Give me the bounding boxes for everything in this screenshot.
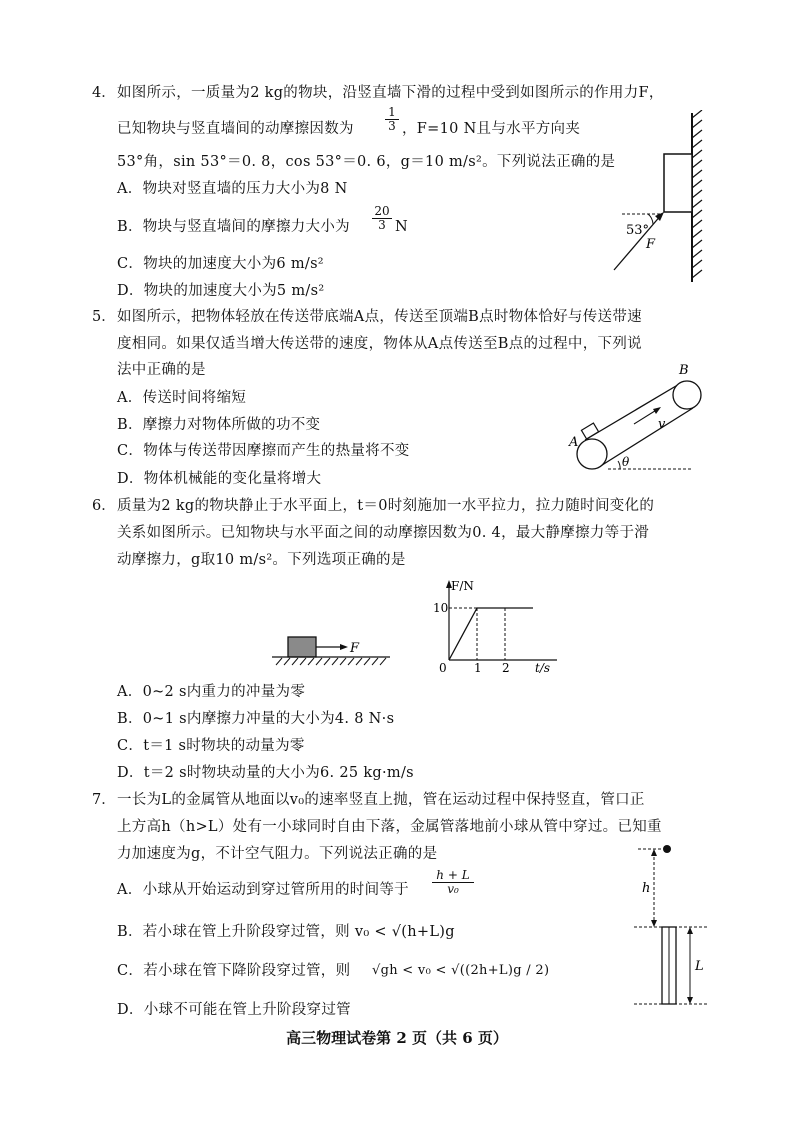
x-tick-label-0: 0 bbox=[439, 661, 447, 673]
q6-line2: 关系如图所示。已知物块与水平面之间的动摩擦因数为0. 4，最大静摩擦力等于滑 bbox=[117, 525, 650, 541]
h-label: h bbox=[642, 881, 651, 896]
q7-option-c: C．若小球在管下降阶段穿过管，则 bbox=[117, 963, 351, 979]
l-arrow-bottom bbox=[687, 997, 693, 1004]
q4-option-b-unit: N bbox=[395, 219, 408, 235]
q4-frac-num: 1 bbox=[388, 105, 396, 119]
q7-option-a: A．小球从开始运动到穿过管所用的时间等于 bbox=[117, 882, 409, 898]
q6-block-figure bbox=[270, 625, 395, 670]
velocity-label: v bbox=[658, 417, 666, 432]
y-tick-label-10: 10 bbox=[433, 601, 449, 615]
q7-line2: 上方高h（h>L）处有一小球同时自由下落，金属管落地前小球从管中穿过。已知重 bbox=[117, 819, 662, 835]
x-tick-label-1: 1 bbox=[474, 661, 482, 673]
q4-line2b: ，F=10 N且与水平方向夹 bbox=[402, 121, 581, 137]
point-b-label: B bbox=[679, 363, 689, 378]
q5-line1: 如图所示，把物体轻放在传送带底端A点，传送至顶端B点时物体恰好与传送带速 bbox=[117, 309, 642, 325]
q7-a-frac-num: h + L bbox=[436, 868, 470, 882]
wall-hatching bbox=[692, 110, 702, 278]
q7-number: 7． bbox=[92, 792, 116, 808]
x-axis-label: t/s bbox=[535, 661, 551, 673]
q4-frac-den: 3 bbox=[385, 119, 399, 133]
q4-b-fraction bbox=[372, 205, 392, 232]
x-tick-label-2: 2 bbox=[502, 661, 510, 673]
q4-option-c: C．物块的加速度大小为6 m/s² bbox=[117, 256, 324, 272]
q4-number: 4． bbox=[92, 85, 116, 101]
object-block bbox=[581, 423, 598, 439]
q6-number: 6． bbox=[92, 498, 116, 514]
q5-option-b: B．摩擦力对物体所做的功不变 bbox=[117, 417, 321, 433]
force-label: F bbox=[646, 237, 656, 252]
y-axis-label: F/N bbox=[451, 579, 474, 593]
q7-line1: 一长为L的金属管从地面以v₀的速率竖直上抛，管在运动过程中保持竖直，管口正 bbox=[117, 792, 645, 808]
q6-option-c: C．t＝1 s时物块的动量为零 bbox=[117, 738, 305, 754]
bottom-pulley bbox=[577, 439, 607, 469]
angle-label: 53° bbox=[626, 223, 650, 238]
q6-line1: 质量为2 kg的物块静止于水平面上，t＝0时刻施加一水平拉力，拉力随时间变化的 bbox=[117, 498, 655, 514]
l-arrow-top bbox=[687, 927, 693, 934]
force-series-line bbox=[449, 608, 533, 660]
q4-figure bbox=[600, 110, 720, 285]
q6-option-b: B．0~1 s内摩擦力冲量的大小为4. 8 N·s bbox=[117, 711, 395, 727]
block bbox=[288, 637, 316, 657]
q5-option-d: D．物体机械能的变化量将增大 bbox=[117, 471, 322, 487]
q7-a-fraction bbox=[432, 869, 474, 896]
h-arrow-top bbox=[651, 849, 657, 856]
pull-arrow-head bbox=[340, 644, 348, 650]
ground-hatching bbox=[276, 658, 386, 665]
q7-option-c-expression: √gh < v₀ < √((2h+L)g / 2) bbox=[372, 963, 550, 978]
block bbox=[664, 154, 692, 212]
h-arrow-bottom bbox=[651, 920, 657, 927]
q7-option-d: D．小球不可能在管上升阶段穿过管 bbox=[117, 1002, 351, 1018]
q6-line3: 动摩擦力，g取10 m/s²。下列选项正确的是 bbox=[117, 552, 406, 568]
q4-line3: 53°角，sin 53°＝0. 8，cos 53°＝0. 6，g＝10 m/s²。下列说法正确的是 bbox=[117, 154, 616, 170]
chart-marks bbox=[433, 601, 533, 673]
ball bbox=[663, 845, 671, 853]
theta-label: θ bbox=[622, 455, 630, 469]
q6-option-d: D．t＝2 s时物块动量的大小为6. 25 kg·m/s bbox=[117, 765, 414, 781]
point-a-label: A bbox=[569, 435, 579, 450]
q7-option-b: B．若小球在管上升阶段穿过管，则 v₀ < √(h+L)g bbox=[117, 924, 455, 940]
q4-line1: 如图所示，一质量为2 kg的物块，沿竖直墙下滑的过程中受到如图所示的作用力F， bbox=[117, 85, 664, 101]
q7-figure bbox=[630, 838, 715, 1008]
q5-option-a: A．传送时间将缩短 bbox=[117, 390, 247, 406]
belt-top bbox=[585, 383, 681, 440]
q4-option-a: A．物块对竖直墙的压力大小为8 N bbox=[117, 181, 348, 197]
force-label: F bbox=[350, 641, 360, 656]
q4-option-d: D．物块的加速度大小为5 m/s² bbox=[117, 283, 325, 299]
q5-option-c: C．物体与传送带因摩擦而产生的热量将不变 bbox=[117, 443, 410, 459]
theta-arc bbox=[618, 461, 620, 469]
q5-line2: 度相同。如果仅适当增大传送带的速度，物体从A点传送至B点的过程中，下列说 bbox=[117, 336, 642, 352]
top-pulley bbox=[673, 381, 701, 409]
q4-b-frac-den: 3 bbox=[372, 218, 392, 232]
force-time-chart bbox=[425, 578, 565, 673]
q7-a-frac-den: v₀ bbox=[432, 882, 474, 896]
q4-fraction bbox=[385, 106, 399, 133]
q4-line2a: 已知物块与竖直墙间的动摩擦因数为 bbox=[117, 121, 354, 137]
q5-figure bbox=[562, 360, 712, 475]
page-footer: 高三物理试卷第 2 页（共 6 页） bbox=[286, 1029, 508, 1047]
q4-option-b: B．物块与竖直墙间的摩擦力大小为 bbox=[117, 219, 350, 235]
q7-line3: 力加速度为g，不计空气阻力。下列说法正确的是 bbox=[117, 846, 438, 862]
l-label: L bbox=[695, 959, 704, 974]
q4-b-frac-num: 20 bbox=[374, 204, 390, 218]
q5-number: 5． bbox=[92, 309, 116, 325]
q6-option-a: A．0~2 s内重力的冲量为零 bbox=[117, 684, 306, 700]
velocity-arrow-head bbox=[653, 407, 661, 414]
q5-line3: 法中正确的是 bbox=[117, 362, 206, 378]
